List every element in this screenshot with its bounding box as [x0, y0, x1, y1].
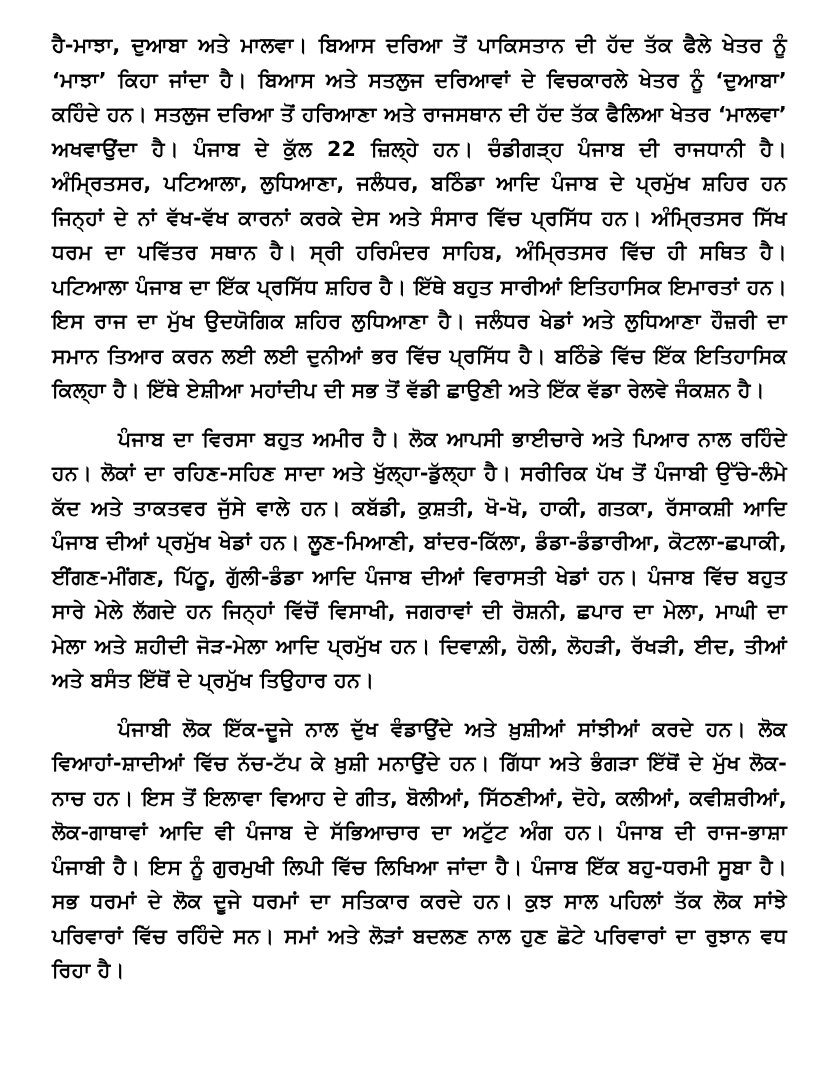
paragraph-culture-and-language: ਪੰਜਾਬੀ ਲੋਕ ਇੱਕ-ਦੂਜੇ ਨਾਲ ਦੁੱਖ ਵੰਡਾਉਂਦੇ ਅਤੇ ਖ਼ੁਸ਼ੀਆਂ ਸਾਂਝੀਆਂ ਕਰਦੇ ਹਨ। ਲੋਕ ਵਿਆਹਾਂ-ਸ਼ਾਦੀਆਂ ਵਿੱਚ ਨੱਚ-ਟੱਪ ਕੇ ਖ਼ੁਸ਼ੀ ਮਨਾਉਂਦੇ ਹਨ। ਗਿੱਧਾ ਅਤੇ ਭੰਗੜਾ ਇੱਥੋਂ ਦੇ ਮੁੱਖ ਲੋਕ-ਨਾਚ ਹਨ। ਇਸ ਤੋਂ ਇਲਾਵਾ ਵਿਆਹ ਦੇ ਗੀਤ, ਬੋਲੀਆਂ, ਸਿੱਠਣੀਆਂ, ਦੋਹੇ, ਕਲੀਆਂ, ਕਵੀਸ਼ਰੀਆਂ, ਲੋਕ-ਗਾਥਾਵਾਂ ਆਦਿ ਵੀ ਪੰਜਾਬ ਦੇ ਸੱਭਿਆਚਾਰ ਦਾ ਅਟੁੱਟ ਅੰਗ ਹਨ। ਪੰਜਾਬ ਦੀ ਰਾਜ-ਭਾਸ਼ਾ ਪੰਜਾਬੀ ਹੈ। ਇਸ ਨੂੰ ਗੁਰਮੁਖੀ ਲਿਪੀ ਵਿੱਚ ਲਿਖਿਆ ਜਾਂਦਾ ਹੈ। ਪੰਜਾਬ ਇੱਕ ਬਹੁ-ਧਰਮੀ ਸੂਬਾ ਹੈ। ਸਭ ਧਰਮਾਂ ਦੇ ਲੋਕ ਦੂਜੇ ਧਰਮਾਂ ਦਾ ਸਤਿਕਾਰ ਕਰਦੇ ਹਨ। ਕੁਝ ਸਾਲ ਪਹਿਲਾਂ ਤੱਕ ਲੋਕ ਸਾਂਝੇ ਪਰਿਵਾਰਾਂ ਵਿੱਚ ਰਹਿੰਦੇ ਸਨ। ਸਮਾਂ ਅਤੇ ਲੋੜਾਂ ਬਦਲਣ ਨਾਲ ਹੁਣ ਛੋਟੇ ਪਰਿਵਾਰਾਂ ਦਾ ਰੁਝਾਨ ਵਧ ਰਿਹਾ ਹੈ।: [52, 716, 787, 982]
paragraph-heritage-and-festivals: ਪੰਜਾਬ ਦਾ ਵਿਰਸਾ ਬਹੁਤ ਅਮੀਰ ਹੈ। ਲੋਕ ਆਪਸੀ ਭਾਈਚਾਰੇ ਅਤੇ ਪਿਆਰ ਨਾਲ ਰਹਿੰਦੇ ਹਨ। ਲੋਕਾਂ ਦਾ ਰਹਿਣ-ਸਹਿਣ ਸਾਦਾ ਅਤੇ ਖੁੱਲ੍ਹਾ-ਡੁੱਲ੍ਹਾ ਹੈ। ਸਰੀਰਿਕ ਪੱਖ ਤੋਂ ਪੰਜਾਬੀ ਉੱਚੇ-ਲੰਮੇ ਕੱਦ ਅਤੇ ਤਾਕਤਵਰ ਜੁੱਸੇ ਵਾਲੇ ਹਨ। ਕਬੱਡੀ, ਕੁਸ਼ਤੀ, ਖੋ-ਖੋ, ਹਾਕੀ, ਗਤਕਾ, ਰੱਸਾਕਸ਼ੀ ਆਦਿ ਪੰਜਾਬ ਦੀਆਂ ਪ੍ਰਮੁੱਖ ਖੇਡਾਂ ਹਨ। ਲੂਣ-ਮਿਆਣੀ, ਬਾਂਦਰ-ਕਿੱਲਾ, ਡੰਡਾ-ਡੰਡਾਰੀਆ, ਕੋਟਲਾ-ਛਪਾਕੀ, ਈਂਗਣ-ਮੀਂਗਣ, ਪਿੱਠੂ, ਗੁੱਲੀ-ਡੰਡਾ ਆਦਿ ਪੰਜਾਬ ਦੀਆਂ ਵਿਰਾਸਤੀ ਖੇਡਾਂ ਹਨ। ਪੰਜਾਬ ਵਿੱਚ ਬਹੁਤ ਸਾਰੇ ਮੇਲੇ ਲੱਗਦੇ ਹਨ ਜਿਨ੍ਹਾਂ ਵਿੱਚੋਂ ਵਿਸਾਖੀ, ਜਗਰਾਵਾਂ ਦੀ ਰੋਸ਼ਨੀ, ਛਪਾਰ ਦਾ ਮੇਲਾ, ਮਾਘੀ ਦਾ ਮੇਲਾ ਅਤੇ ਸ਼ਹੀਦੀ ਜੋੜ-ਮੇਲਾ ਆਦਿ ਪ੍ਰਮੁੱਖ ਹਨ। ਦਿਵਾਲ਼ੀ, ਹੋਲੀ, ਲੋਹੜੀ, ਰੱਖੜੀ, ਈਦ, ਤੀਆਂ ਅਤੇ ਬਸੰਤ ਇੱਥੋਂ ਦੇ ਪ੍ਰਮੁੱਖ ਤਿਉਹਾਰ ਹਨ।: [52, 426, 787, 692]
paragraph-regions-and-cities: ਹੈ-ਮਾਝਾ, ਦੁਆਬਾ ਅਤੇ ਮਾਲਵਾ। ਬਿਆਸ ਦਰਿਆ ਤੋਂ ਪਾਕਿਸਤਾਨ ਦੀ ਹੱਦ ਤੱਕ ਫੈਲੇ ਖੇਤਰ ਨੂੰ ‘ਮਾਝਾ’ ਕਿਹਾ ਜਾਂਦਾ ਹੈ। ਬਿਆਸ ਅਤੇ ਸਤਲੁਜ ਦਰਿਆਵਾਂ ਦੇ ਵਿਚਕਾਰਲੇ ਖੇਤਰ ਨੂੰ ‘ਦੁਆਬਾ’ ਕਹਿੰਦੇ ਹਨ। ਸਤਲੁਜ ਦਰਿਆ ਤੋਂ ਹਰਿਆਣਾ ਅਤੇ ਰਾਜਸਥਾਨ ਦੀ ਹੱਦ ਤੱਕ ਫੈਲਿਆ ਖੇਤਰ ‘ਮਾਲਵਾ’ ਅਖਵਾਉਂਦਾ ਹੈ। ਪੰਜਾਬ ਦੇ ਕੁੱਲ 22 ਜ਼ਿਲ੍ਹੇ ਹਨ। ਚੰਡੀਗੜ੍ਹ ਪੰਜਾਬ ਦੀ ਰਾਜਧਾਨੀ ਹੈ। ਅੰਮ੍ਰਿਤਸਰ, ਪਟਿਆਲਾ, ਲੁਧਿਆਣਾ, ਜਲੰਧਰ, ਬਠਿੰਡਾ ਆਦਿ ਪੰਜਾਬ ਦੇ ਪ੍ਰਮੁੱਖ ਸ਼ਹਿਰ ਹਨ ਜਿਨ੍ਹਾਂ ਦੇ ਨਾਂ ਵੱਖ-ਵੱਖ ਕਾਰਨਾਂ ਕਰਕੇ ਦੇਸ ਅਤੇ ਸੰਸਾਰ ਵਿੱਚ ਪ੍ਰਸਿੱਧ ਹਨ। ਅੰਮ੍ਰਿਤਸਰ ਸਿੱਖ ਧਰਮ ਦਾ ਪਵਿੱਤਰ ਸਥਾਨ ਹੈ। ਸ੍ਰੀ ਹਰਿਮੰਦਰ ਸਾਹਿਬ, ਅੰਮ੍ਰਿਤਸਰ ਵਿੱਚ ਹੀ ਸਥਿਤ ਹੈ। ਪਟਿਆਲਾ ਪੰਜਾਬ ਦਾ ਇੱਕ ਪ੍ਰਸਿੱਧ ਸ਼ਹਿਰ ਹੈ। ਇੱਥੇ ਬਹੁਤ ਸਾਰੀਆਂ ਇਤਿਹਾਸਿਕ ਇਮਾਰਤਾਂ ਹਨ। ਇਸ ਰਾਜ ਦਾ ਮੁੱਖ ਉਦਯੋਗਿਕ ਸ਼ਹਿਰ ਲੁਧਿਆਣਾ ਹੈ। ਜਲੰਧਰ ਖੇਡਾਂ ਅਤੇ ਲੁਧਿਆਣਾ ਹੌਜ਼ਰੀ ਦਾ ਸਮਾਨ ਤਿਆਰ ਕਰਨ ਲਈ ਲਈ ਦੁਨੀਆਂ ਭਰ ਵਿੱਚ ਪ੍ਰਸਿੱਧ ਹੈ। ਬਠਿੰਡੇ ਵਿੱਚ ਇੱਕ ਇਤਿਹਾਸਿਕ ਕਿਲ੍ਹਾ ਹੈ। ਇੱਥੇ ਏਸ਼ੀਆ ਮਹਾਂਦੀਪ ਦੀ ਸਭ ਤੋਂ ਵੱਡੀ ਛਾਉਣੀ ਅਤੇ ਇੱਕ ਵੱਡਾ ਰੇਲਵੇ ਜੰਕਸ਼ਨ ਹੈ।: [52, 33, 787, 402]
